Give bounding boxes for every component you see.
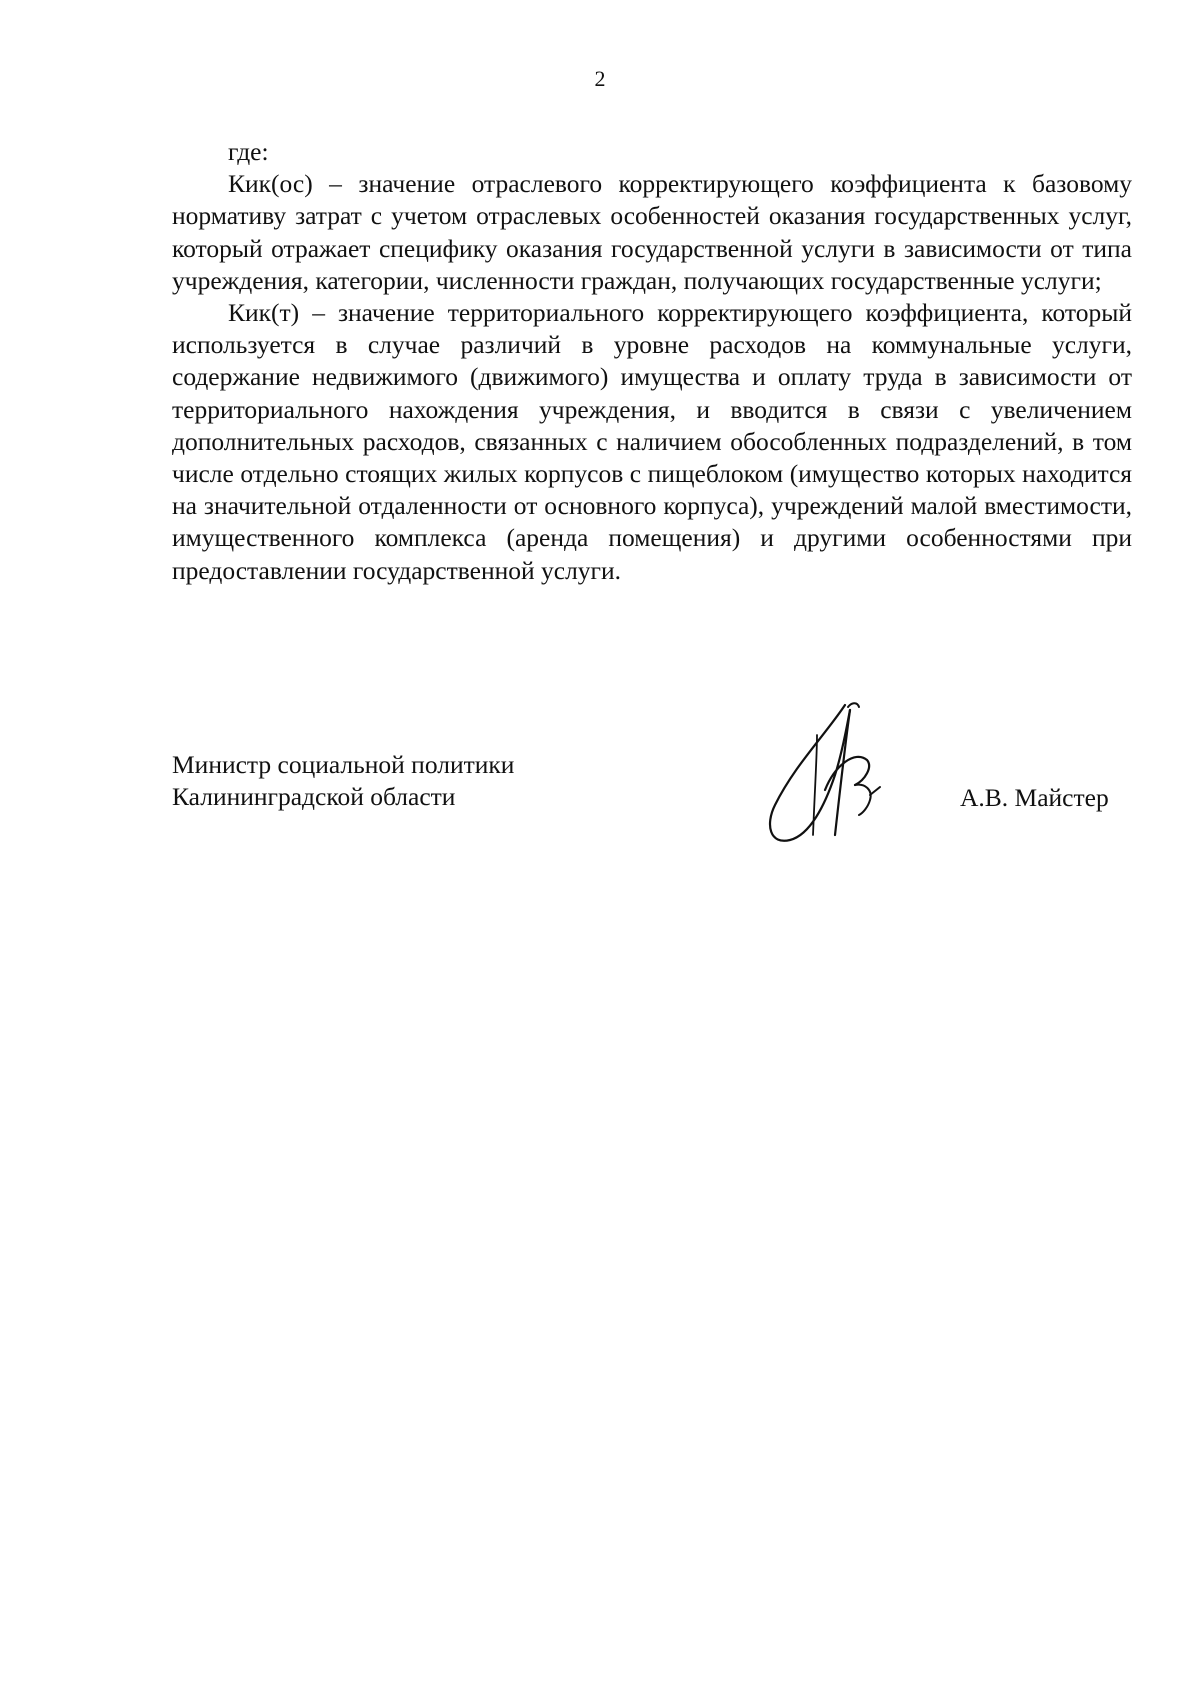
paragraph-where: где: (228, 137, 269, 166)
signer-position-line-1: Министр социальной политики (172, 750, 515, 779)
paragraph-kik-os: Кик(ос) – значение отраслевого корректирующего коэффициента к базовому нормативу затрат с учетом отраслевых особенностей оказания государственных услуг, который отражает специфику оказания государственной услуги в зависимости от типа учреждения, категории, численности граждан, получающих государственные услуги; (172, 169, 1132, 295)
signer-position-line-2: Калининградской области (172, 782, 456, 812)
paragraph-kik-t: Кик(т) – значение территориального корректирующего коэффициента, который используется в случае различий в уровне расходов на коммунальные услуги, содержание недвижимого (движимого) имущества и оплату труда в зависимости от территориального нахождения учреждения, и вводится в связи с увеличением дополнительных расходов, связанных с наличием обособленных подразделений, в том числе отдельно стоящих жилых корпусов с пищеблоком (имущество которых находится на значительной отдаленности от основного корпуса), учреждений малой вместимости, имущественного комплекса (аренда помещения) и другими особенностями при предоставлении государственной услуги. (172, 298, 1132, 585)
signer-name: А.В. Майстер (960, 783, 1109, 812)
signer-position (172, 749, 514, 813)
handwritten-signature (755, 695, 915, 855)
page-number: 2 (594, 66, 606, 91)
document-body (172, 136, 1132, 587)
